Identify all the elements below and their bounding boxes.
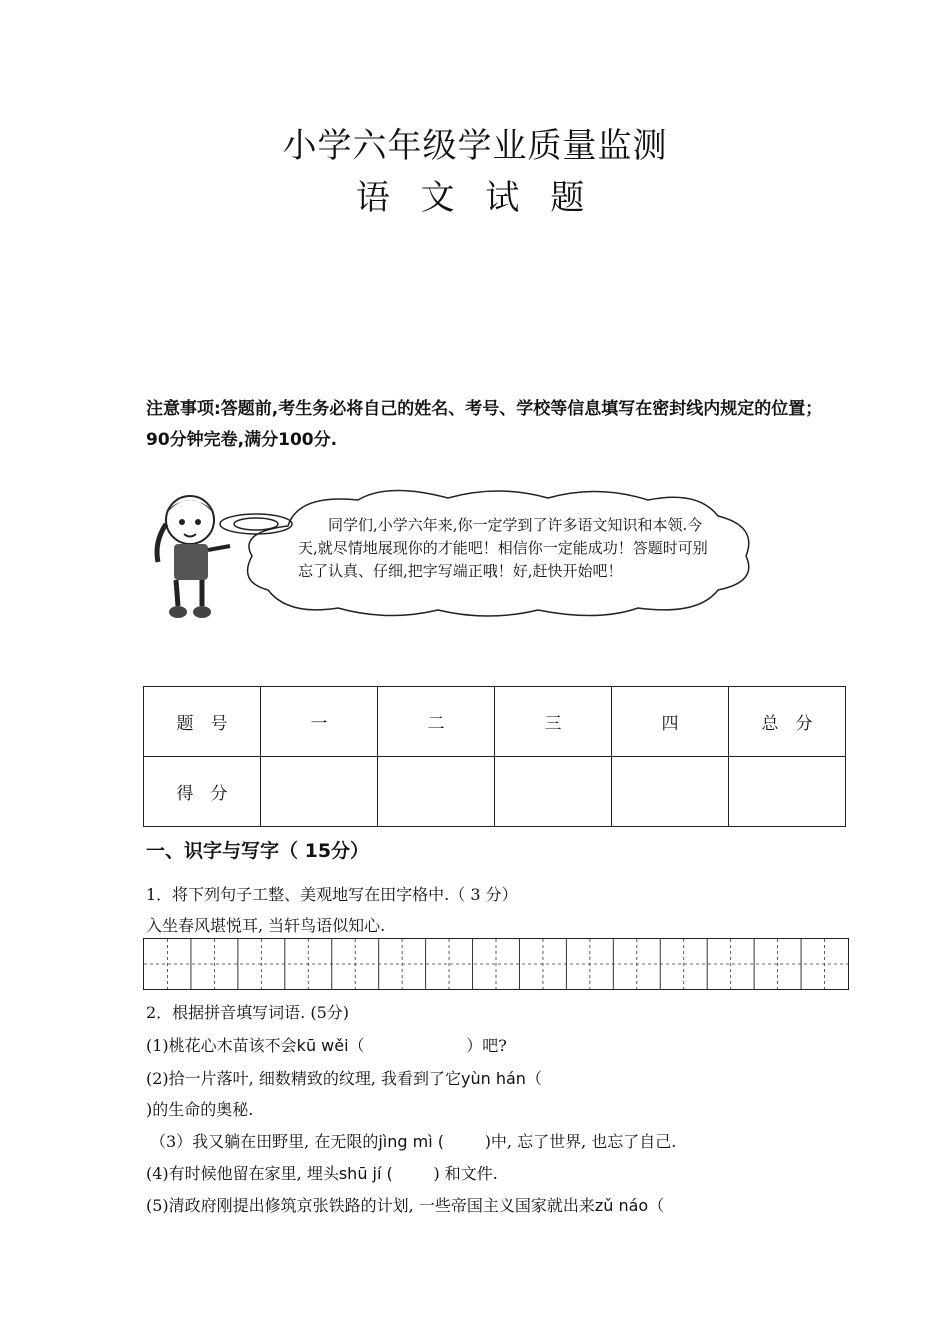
q2-item-text: (2)拾一片落叶, 细数精致的纹理, 我看到了它 — [146, 1069, 462, 1088]
q2-item-1 — [146, 1033, 507, 1056]
pinyin-text: zǔ náo — [594, 1196, 649, 1215]
answer-blank[interactable]: （ — [525, 1069, 542, 1088]
score-cell[interactable] — [261, 757, 378, 827]
score-header-cell: 一 — [261, 687, 378, 757]
score-header-cell: 二 — [378, 687, 495, 757]
q2-item-3 — [150, 1129, 676, 1152]
score-cell[interactable] — [378, 757, 495, 827]
answer-blank[interactable]: ) 和文件. — [392, 1164, 498, 1183]
exam-subtitle: 语 文 试 题 — [355, 178, 595, 218]
q2-item-text: )的生命的奥秘. — [146, 1100, 254, 1119]
score-header-row — [144, 687, 846, 757]
bubble-text: 同学们,小学六年来,你一定学到了许多语文知识和本领.今天,就尽情地展现你的才能吧！相信你一定能成功！答题时可别忘了认真、仔细,把字写端正哦！好,赶快开始吧！ — [298, 516, 708, 580]
answer-blank[interactable]: （ — [648, 1196, 665, 1215]
answer-blank[interactable]: （ ）吧? — [348, 1036, 507, 1055]
q1-prompt: 1．将下列句子工整、美观地写在田字格中.（ 3 分） — [146, 885, 518, 904]
pinyin-text: kū wěi — [296, 1036, 349, 1055]
q2-item-text: （3）我又躺在田野里, 在无限的 — [150, 1132, 379, 1151]
tianzige-lines — [144, 939, 848, 989]
q2-item-4 — [146, 1161, 498, 1184]
score-row — [144, 757, 846, 827]
answer-blank[interactable]: )中, 忘了世界, 也忘了自己. — [444, 1132, 677, 1151]
pinyin-text: jìng mì ( — [378, 1132, 444, 1151]
pinyin-text: shū jí ( — [338, 1164, 393, 1183]
q1-sentence: 入坐春风堪悦耳, 当轩鸟语似知心. — [146, 916, 386, 935]
section-1-title: 一、识字与写字（ 15分） — [146, 840, 370, 862]
score-header-cell: 题 号 — [144, 687, 261, 757]
tianzige-grid[interactable] — [143, 938, 849, 990]
q2-item-2-cont — [146, 1097, 253, 1120]
score-header-cell: 三 — [495, 687, 612, 757]
pinyin-text: yùn hán — [461, 1069, 526, 1088]
exam-title: 小学六年级学业质量监测 — [282, 126, 668, 166]
notice-text: 注意事项:答题前,考生务必将自己的姓名、考号、学校等信息填写在密封线内规定的位置；90分钟完卷,满分100分. — [146, 399, 823, 450]
score-table — [143, 686, 846, 827]
q2-item-text: (4)有时候他留在家里, 埋头 — [146, 1164, 339, 1183]
q2-item-5 — [146, 1193, 664, 1216]
score-row-label: 得 分 — [144, 757, 261, 827]
q2-item-2 — [146, 1066, 542, 1089]
score-cell[interactable] — [495, 757, 612, 827]
score-header-cell: 总 分 — [729, 687, 846, 757]
q2-item-text: (1)桃花心木苗该不会 — [146, 1036, 297, 1055]
q2-prompt: 2．根据拼音填写词语. (5分) — [146, 1003, 350, 1022]
score-cell[interactable] — [612, 757, 729, 827]
score-cell[interactable] — [729, 757, 846, 827]
score-header-cell: 四 — [612, 687, 729, 757]
q2-item-text: (5)清政府刚提出修筑京张铁路的计划, 一些帝国主义国家就出来 — [146, 1196, 595, 1215]
